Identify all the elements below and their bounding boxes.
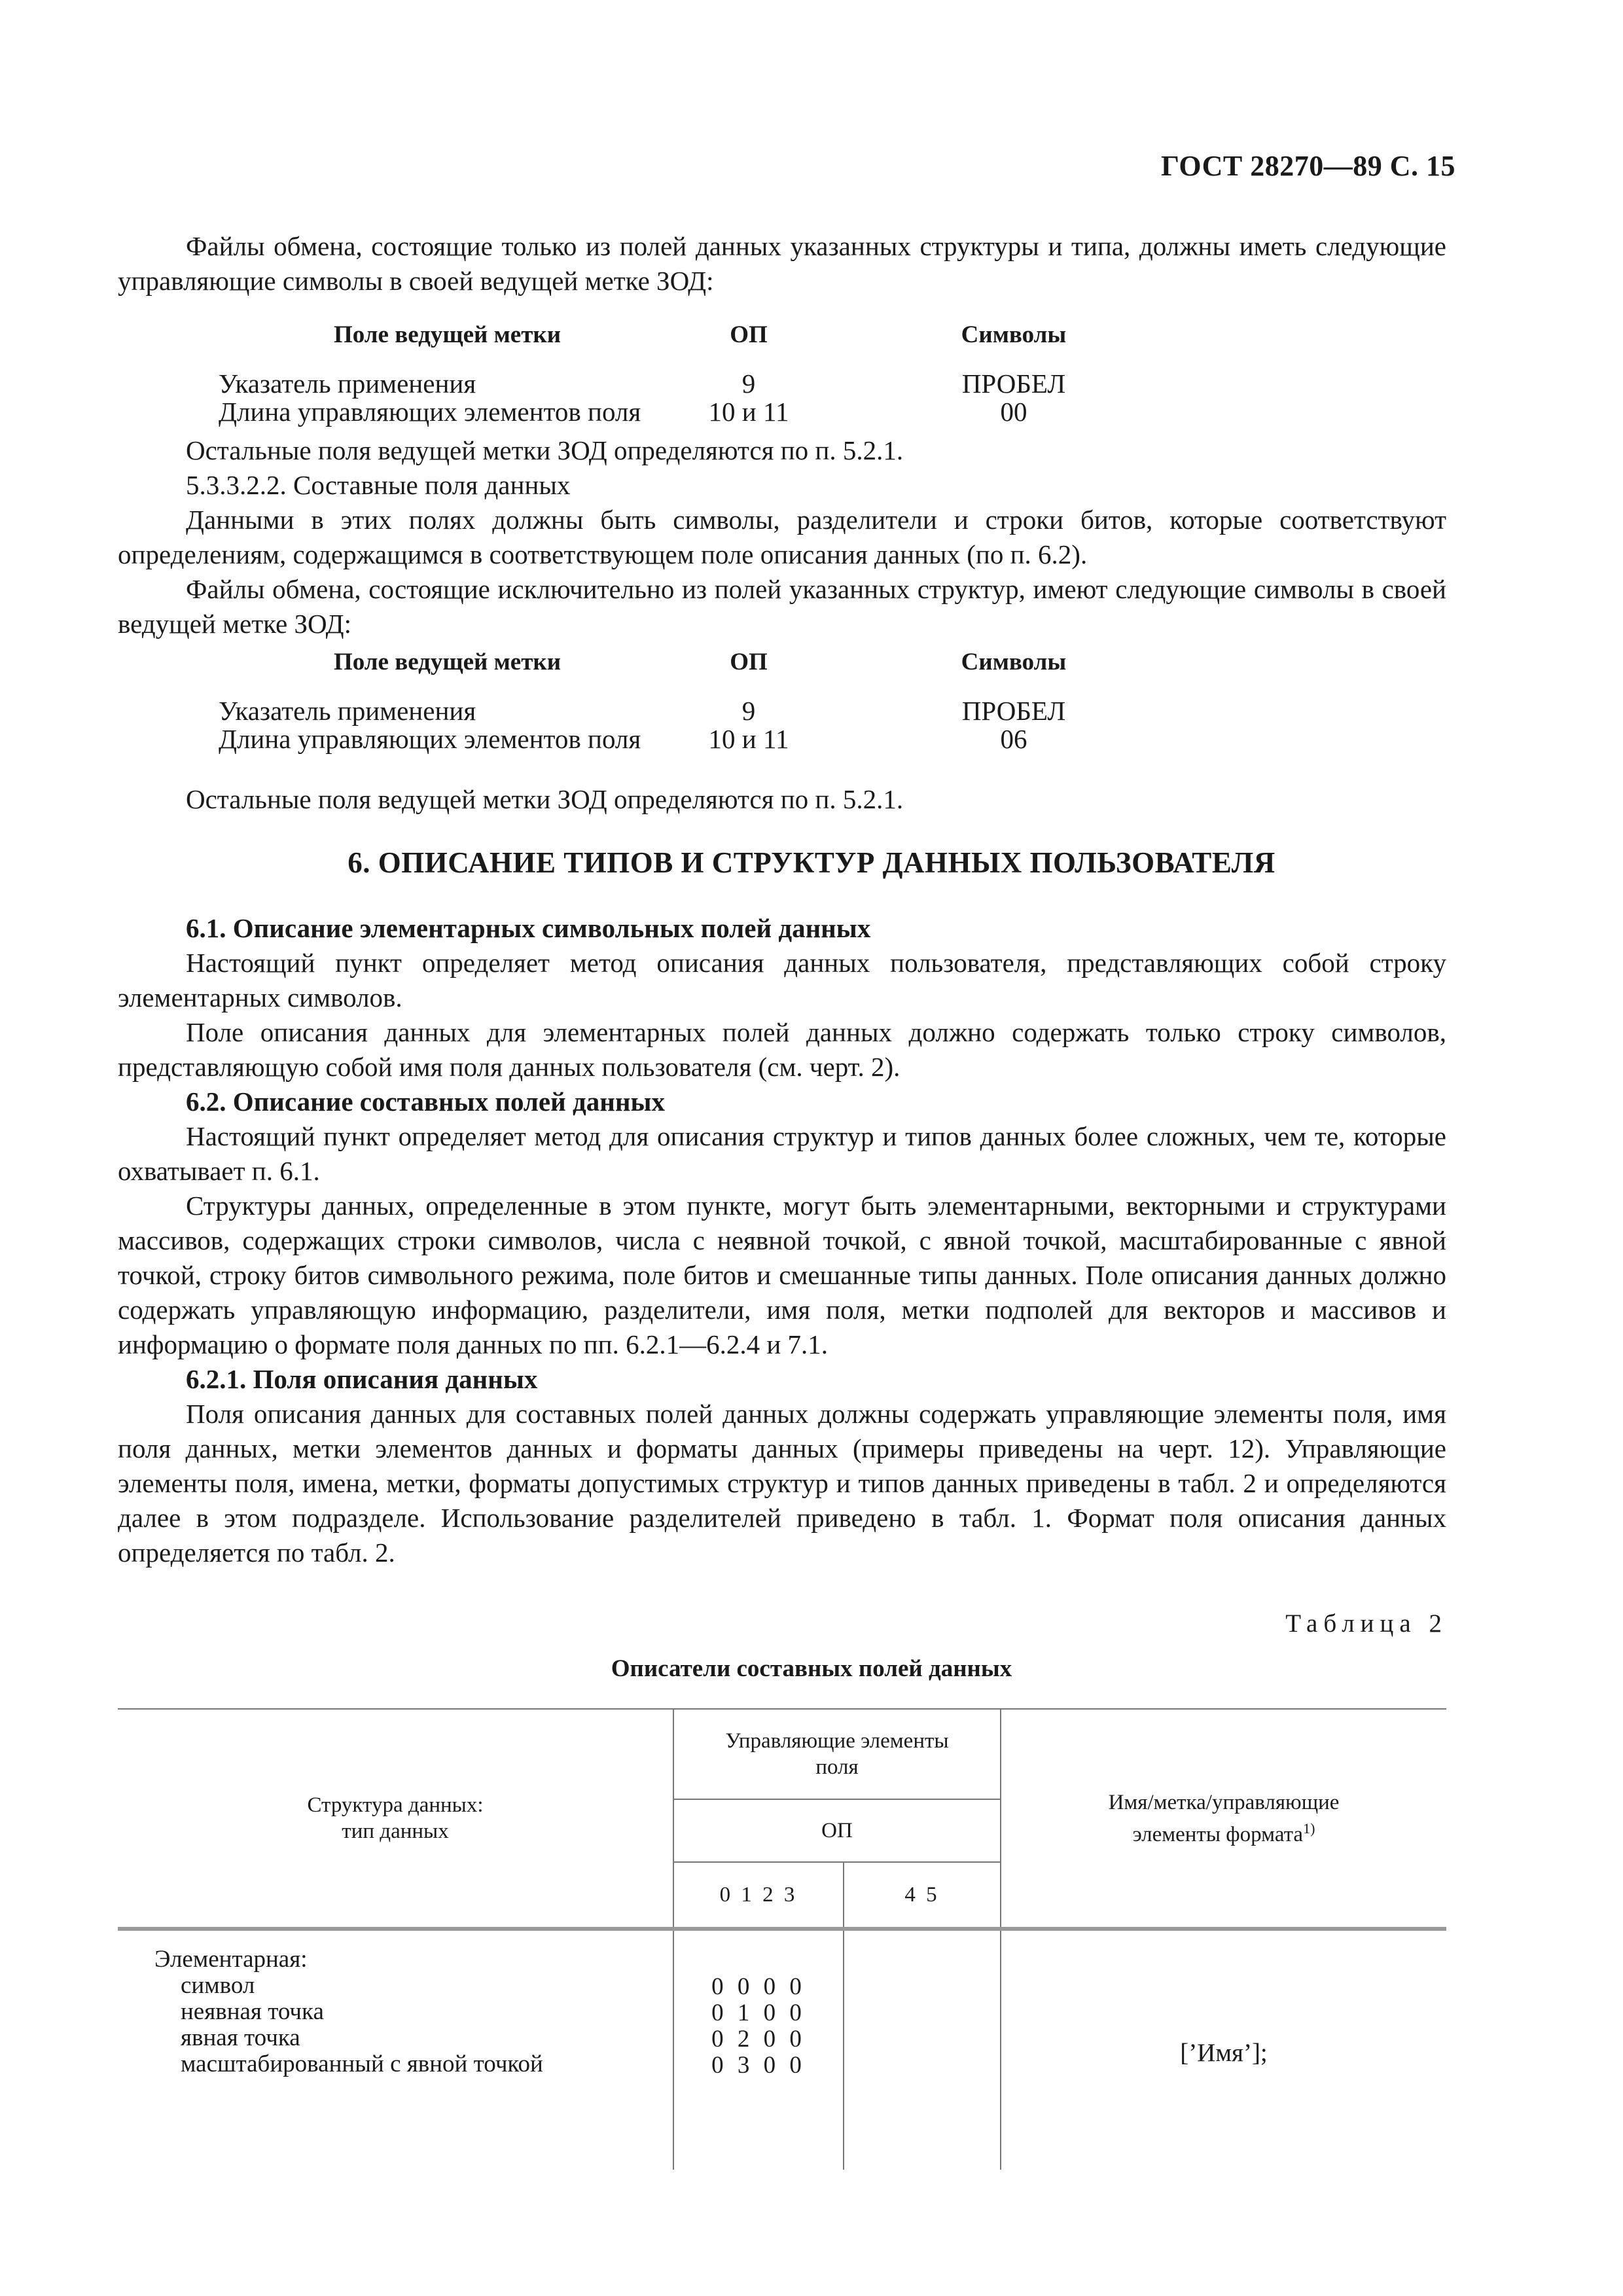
leader-table-1	[118, 317, 1135, 429]
row-op: 10 и 11	[708, 724, 789, 754]
leader-table-header	[118, 645, 1135, 679]
paragraph-text: Поле описания данных для элементарных полей данных должно содержать только строку символов, представляющую собой имя поля данных пользователя (см. черт. 2).	[118, 1017, 1446, 1082]
paragraph-text: Поля описания данных для составных полей данных должны содержать управляющие элементы поля, имя поля данных, метки элементов данных и форматы данных (примеры приведены на черт. 12). Управляющие элементы поля, имена, метки, форматы допустимых структур и типов данных приведены в табл. 2 и определяются далее в этом подразделе. Использование разделителей приведено в табл. 1. Формат поля описания данных определяется по табл. 2.	[118, 1399, 1446, 1568]
header-text: элементы формата	[1132, 1822, 1304, 1846]
section-6-body	[118, 911, 1446, 1570]
col-name-label-header	[1001, 1709, 1446, 1929]
op-col-0123: 0 1 2 3	[673, 1862, 844, 1929]
header-field: Поле ведущей метки	[334, 649, 562, 675]
leader-table-2	[118, 645, 1135, 757]
row-symbols: 06	[1000, 724, 1027, 754]
leader-table-row	[118, 722, 1135, 757]
type-item: символ	[181, 1972, 255, 1999]
header-line	[1002, 1816, 1446, 1848]
table-caption: Таблица 2	[1285, 1609, 1448, 1638]
subsection-6-2-title: 6.2. Описание составных полей данных	[186, 1086, 665, 1117]
paragraph-text: 5.3.3.2.2. Составные поля данных	[186, 470, 571, 500]
row-op: 10 и 11	[708, 397, 789, 427]
leader-table-header	[118, 317, 1135, 352]
type-item: масштабированный с явной точкой	[181, 2051, 543, 2077]
footnote-mark: 1)	[1303, 1820, 1315, 1837]
row-symbols: ПРОБЕЛ	[961, 696, 1066, 726]
header-line: Управляющие элементы	[725, 1729, 949, 1753]
header-line: тип данных	[342, 1820, 449, 1843]
paragraph-text: Настоящий пункт определяет метод для описания структур и типов данных более сложных, чем те, которые охватывает п. 6.1.	[118, 1121, 1446, 1186]
type-item: неявная точка	[181, 1998, 324, 2025]
row-field: Указатель применения	[219, 368, 476, 399]
header-symbols: Символы	[961, 321, 1067, 348]
paragraph-text: Файлы обмена, состоящие исключительно из полей указанных структур, имеют следующие символы в своей ведущей метке ЗОД:	[118, 574, 1446, 639]
group-label: Элементарная:	[154, 1946, 308, 1973]
paragraph-text: Остальные поля ведущей метки ЗОД определяются по п. 5.2.1.	[186, 435, 904, 465]
descriptors-table	[118, 1708, 1446, 2170]
header-line: Структура данных:	[307, 1793, 484, 1817]
subsection-6-2-1-title: 6.2.1. Поля описания данных	[186, 1364, 538, 1394]
paragraph-text: Остальные поля ведущей метки ЗОД определяются по п. 5.2.1.	[186, 784, 904, 814]
code-item: 0 1 0 0	[711, 2000, 806, 2026]
header-line: Имя/метка/управляющие	[1108, 1790, 1340, 1814]
row-field: Длина управляющих элементов поля	[219, 397, 641, 427]
header-op: ОП	[730, 649, 768, 675]
header-field: Поле ведущей метки	[334, 321, 562, 348]
page-header: ГОСТ 28270—89 С. 15	[1160, 150, 1455, 182]
structure-types-cell	[118, 1929, 673, 2170]
row-symbols: 00	[1000, 397, 1027, 427]
name-value-cell: [’Имя’];	[1001, 1929, 1446, 2170]
subsection-6-1-title: 6.1. Описание элементарных символьных полей данных	[186, 913, 871, 943]
row-symbols: ПРОБЕЛ	[961, 368, 1066, 399]
op-header: ОП	[673, 1799, 1001, 1862]
section-6-heading: 6. ОПИСАНИЕ ТИПОВ И СТРУКТУР ДАННЫХ ПОЛЬЗОВАТЕЛЯ	[348, 846, 1275, 879]
paragraph-exchange-files-1	[118, 229, 1446, 298]
type-item: явная точка	[181, 2024, 300, 2051]
paragraph-other-fields	[118, 782, 1446, 817]
table-title: Описатели составных полей данных	[611, 1655, 1012, 1682]
code-item: 0 0 0 0	[711, 1973, 806, 2000]
header-op: ОП	[730, 321, 768, 348]
col-control-elements-header	[673, 1709, 1001, 1799]
row-op: 9	[741, 696, 756, 726]
header-line: поля	[815, 1755, 859, 1779]
paragraph-text: Настоящий пункт определяет метод описания данных пользователя, представляющих собой строку элементарных символов.	[118, 948, 1446, 1013]
paragraph-text: Файлы обмена, состоящие только из полей данных указанных структуры и типа, должны иметь следующие управляющие символы в своей ведущей метке ЗОД:	[118, 231, 1446, 296]
row-op: 9	[741, 368, 756, 399]
row-field: Указатель применения	[219, 696, 476, 726]
codes-cell	[673, 1929, 844, 2170]
leader-table-row	[118, 395, 1135, 429]
code-item: 0 2 0 0	[711, 2026, 806, 2053]
row-field: Длина управляющих элементов поля	[219, 724, 641, 754]
op-col-45: 4 5	[844, 1862, 1001, 1929]
code-item: 0 3 0 0	[711, 2052, 806, 2079]
paragraph-text: Структуры данных, определенные в этом пункте, могут быть элементарными, векторными и структурами массивов, содержащих строки символов, числа с неявной точкой, с явной точкой, масштабированные с явной точкой, строку битов символьного режима, поле битов и смешанные типы данных. Поле описания данных должно содержать управляющую информацию, разделители, имя поля, метки подполей для векторов и массивов и информацию о формате поля данных по пп. 6.2.1—6.2.4 и 7.1.	[118, 1191, 1446, 1359]
empty-cell	[844, 1929, 1001, 2170]
paragraphs-block-2	[118, 433, 1446, 641]
col-structure-header	[118, 1709, 673, 1929]
paragraph-text: Данными в этих полях должны быть символы, разделители и строки битов, которые соответствуют определениям, содержащимся в соответствующем поле описания данных (по п. 6.2).	[118, 505, 1446, 569]
header-symbols: Символы	[961, 649, 1067, 675]
